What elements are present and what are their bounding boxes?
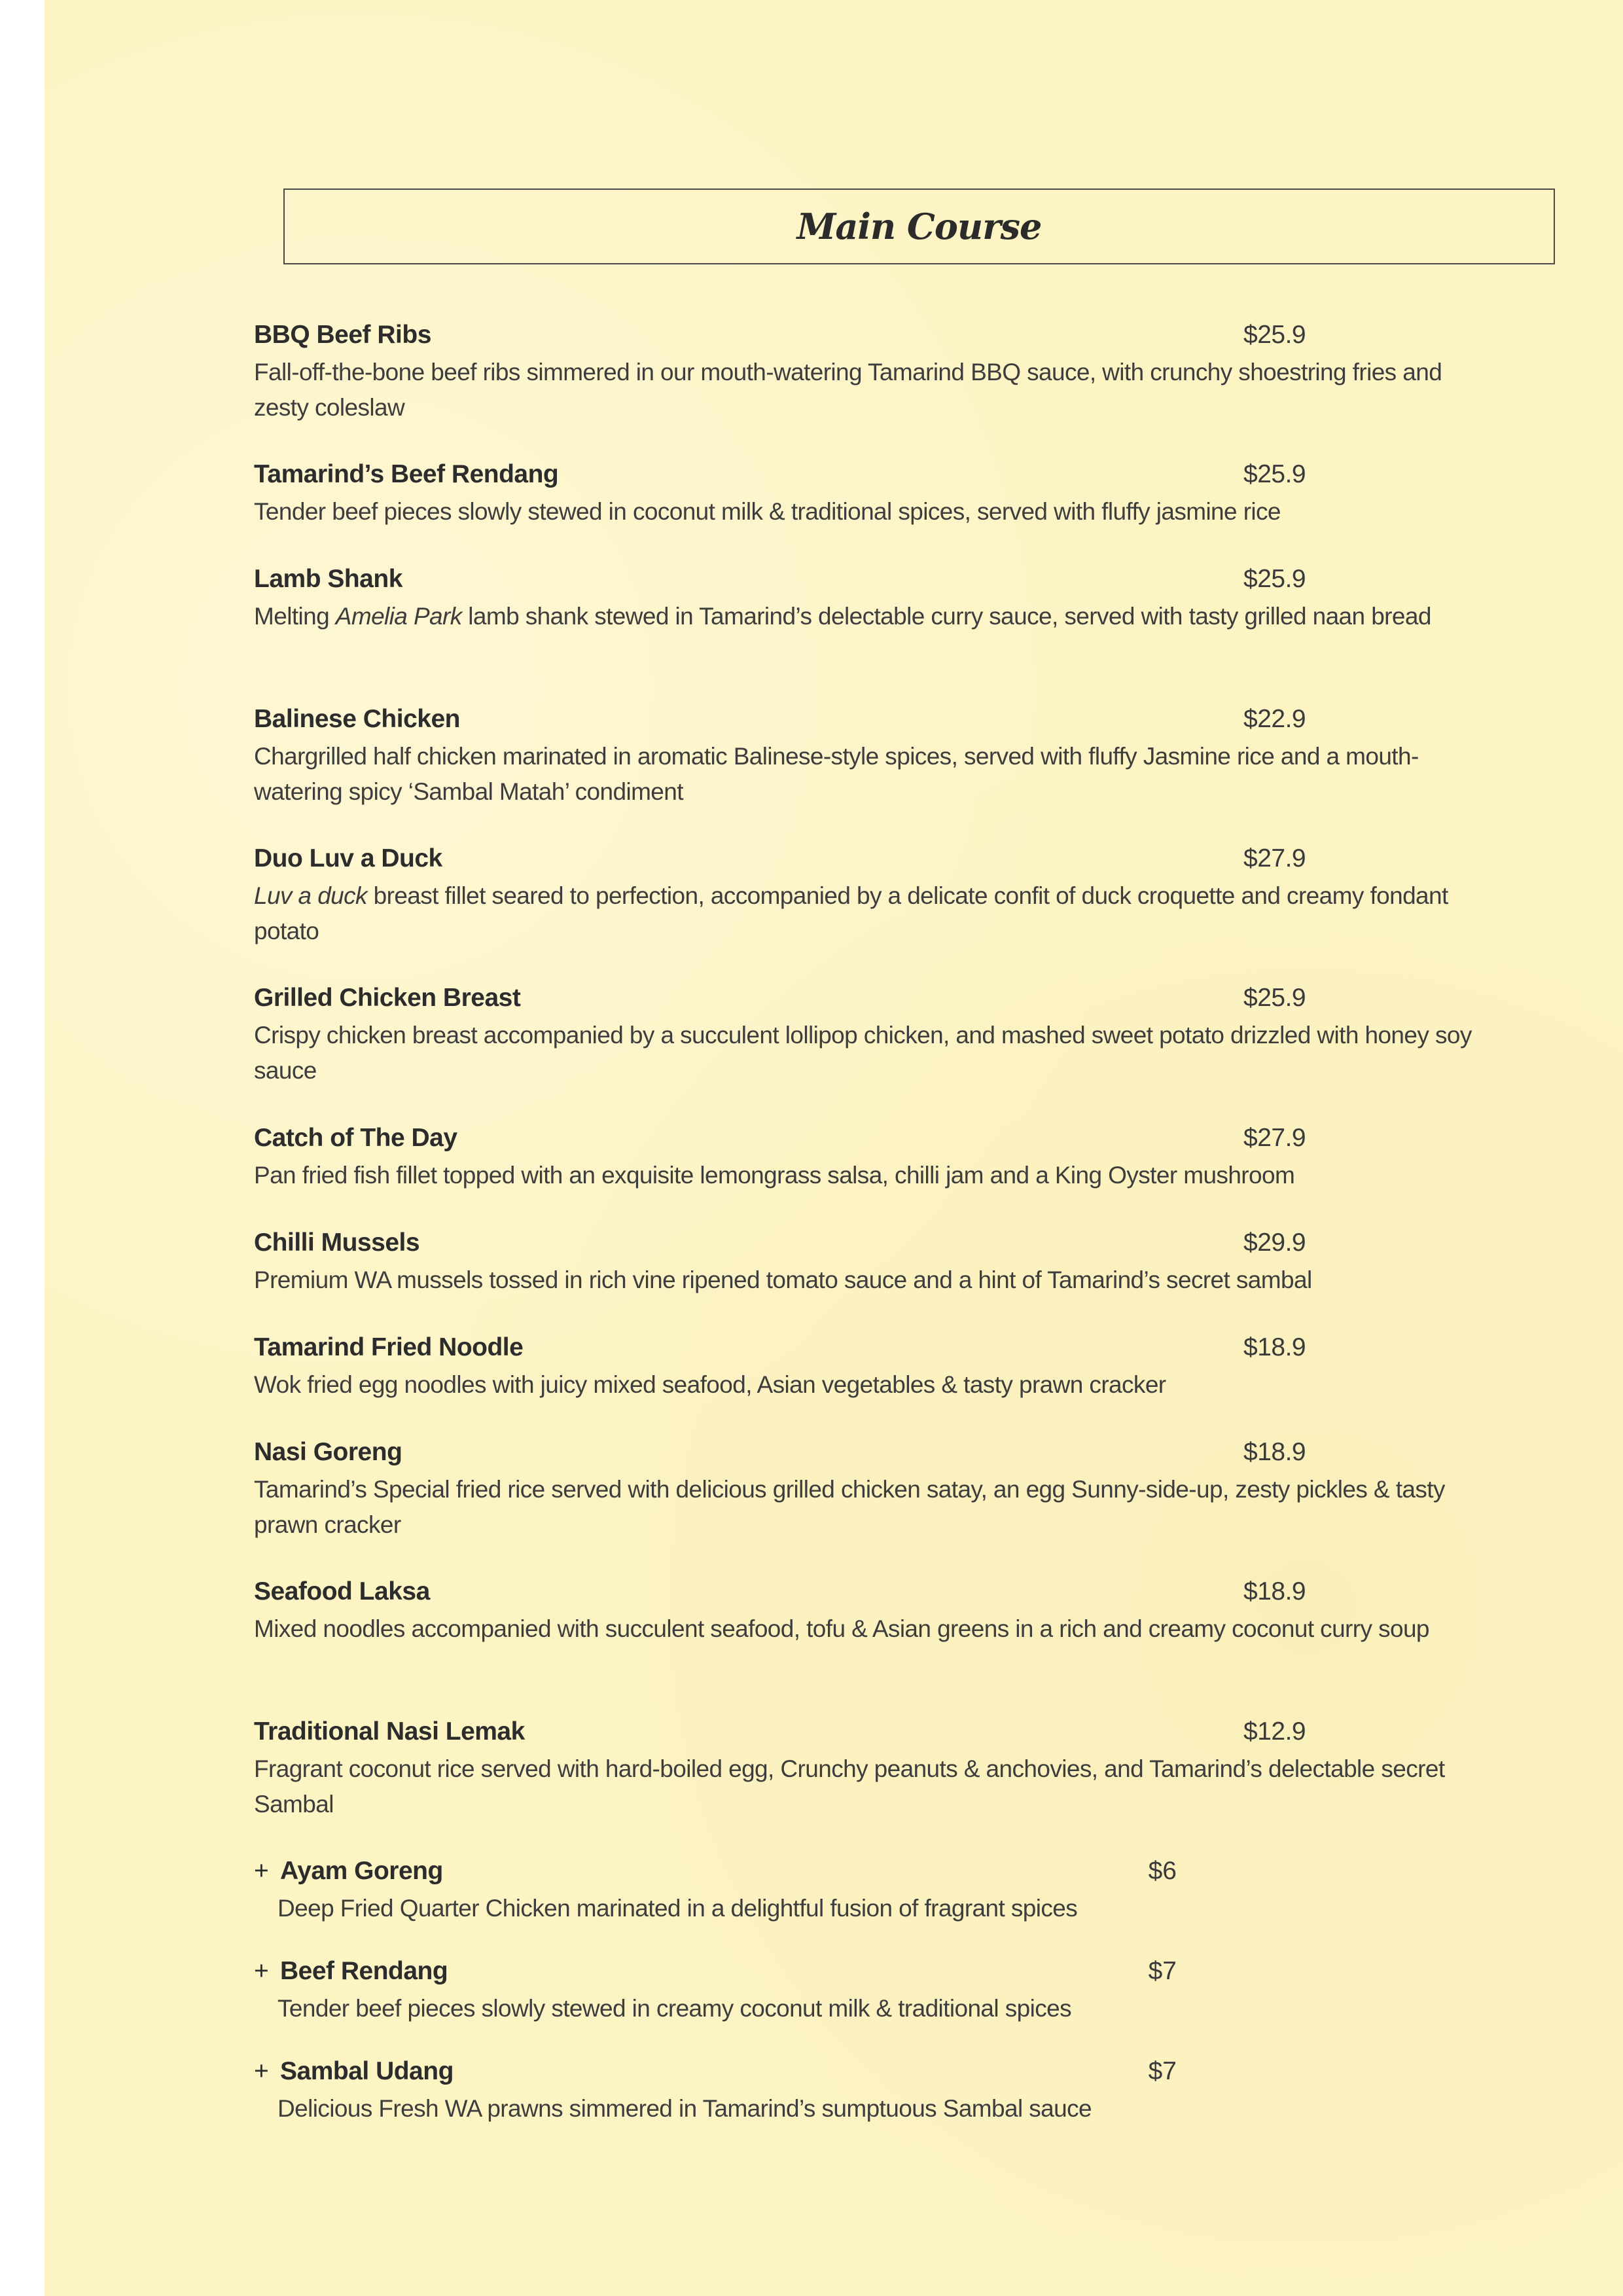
item-name: Seafood Laksa: [254, 1577, 430, 1605]
addon-item: [254, 2057, 1183, 2126]
item-description: Melting Amelia Park lamb shank stewed in Tamarind’s delectable curry sauce, served with tasty grilled naan bread: [254, 603, 1431, 630]
item-name: Catch of The Day: [254, 1124, 457, 1152]
addon-price: $7: [1148, 1957, 1177, 1985]
item-name: Duo Luv a Duck: [254, 844, 442, 872]
item-description: Premium WA mussels tossed in rich vine ripened tomato sauce and a hint of Tamarind’s secret sambal: [254, 1266, 1312, 1293]
menu-item: [254, 705, 1484, 810]
item-name: Tamarind Fried Noodle: [254, 1333, 524, 1361]
item-price: $22.9: [1243, 705, 1306, 733]
item-description: Mixed noodles accompanied with succulent seafood, tofu & Asian greens in a rich and creamy coconut curry soup: [254, 1615, 1429, 1642]
item-name: Nasi Goreng: [254, 1438, 402, 1466]
item-name: Grilled Chicken Breast: [254, 984, 521, 1012]
item-description: Crispy chicken breast accompanied by a succulent lollipop chicken, and mashed sweet potato drizzled with honey soy sauce: [254, 1022, 1472, 1084]
title-box: [283, 188, 1555, 264]
item-description: Chargrilled half chicken marinated in aromatic Balinese-style spices, served with fluffy Jasmine rice and a mouth-watering spicy ‘Sambal Matah’ condiment: [254, 743, 1419, 805]
item-price: $29.9: [1243, 1229, 1306, 1257]
item-price: $25.9: [1243, 460, 1306, 488]
item-description: Tender beef pieces slowly stewed in coconut milk & traditional spices, served with fluffy jasmine rice: [254, 498, 1281, 525]
menu-item: [254, 1229, 1484, 1298]
menu-item: [254, 1577, 1484, 1647]
menu-item: [254, 321, 1484, 425]
addon-price: $6: [1148, 1857, 1177, 1885]
item-description: Wok fried egg noodles with juicy mixed seafood, Asian vegetables & tasty prawn cracker: [254, 1371, 1166, 1398]
item-description: Fragrant coconut rice served with hard-boiled egg, Crunchy peanuts & anchovies, and Tamarind’s delectable secret Sambal: [254, 1755, 1445, 1818]
page-title: Main Course: [796, 206, 1042, 247]
addon-name: Beef Rendang: [280, 1957, 448, 1985]
item-price: $18.9: [1243, 1577, 1306, 1605]
plus-icon: +: [254, 1957, 269, 1985]
item-description: Fall-off-the-bone beef ribs simmered in our mouth-watering Tamarind BBQ sauce, with crunchy shoestring fries and zesty coleslaw: [254, 359, 1442, 421]
item-name: Chilli Mussels: [254, 1229, 420, 1257]
menu-item: [254, 984, 1484, 1088]
addon-item: [254, 1957, 1183, 2026]
item-price: $25.9: [1243, 321, 1306, 349]
menu-item: [254, 844, 1484, 949]
addon-price: $7: [1148, 2057, 1177, 2085]
plus-icon: +: [254, 1857, 269, 1885]
addon-description: Tender beef pieces slowly stewed in creamy coconut milk & traditional spices: [277, 1995, 1071, 2022]
menu-item: [254, 460, 1484, 529]
menu-item: [254, 1717, 1484, 1822]
item-price: $25.9: [1243, 565, 1306, 593]
item-description: Pan fried fish fillet topped with an exquisite lemongrass salsa, chilli jam and a King Oyster mushroom: [254, 1162, 1295, 1189]
item-name: Tamarind’s Beef Rendang: [254, 460, 559, 488]
addon-description: Delicious Fresh WA prawns simmered in Tamarind’s sumptuous Sambal sauce: [277, 2095, 1092, 2122]
item-price: $12.9: [1243, 1717, 1306, 1746]
menu-item: [254, 1333, 1484, 1403]
item-name: Lamb Shank: [254, 565, 402, 593]
item-description: Tamarind’s Special fried rice served with delicious grilled chicken satay, an egg Sunny-side-up, zesty pickles & tasty prawn cracker: [254, 1476, 1445, 1538]
item-price: $27.9: [1243, 844, 1306, 872]
menu-item: [254, 1124, 1484, 1193]
menu-item: [254, 565, 1484, 634]
addon-description: Deep Fried Quarter Chicken marinated in a delightful fusion of fragrant spices: [277, 1895, 1078, 1922]
addon-name: Sambal Udang: [280, 2057, 454, 2085]
item-price: $25.9: [1243, 984, 1306, 1012]
item-price: $27.9: [1243, 1124, 1306, 1152]
menu-item: [254, 1438, 1484, 1543]
item-price: $18.9: [1243, 1438, 1306, 1466]
plus-icon: +: [254, 2057, 269, 2085]
item-name: Balinese Chicken: [254, 705, 460, 733]
item-description: Luv a duck breast fillet seared to perfection, accompanied by a delicate confit of duck croquette and creamy fondant potato: [254, 882, 1448, 944]
addon-item: [254, 1857, 1183, 1926]
item-name: BBQ Beef Ribs: [254, 321, 431, 349]
item-price: $18.9: [1243, 1333, 1306, 1361]
item-name: Traditional Nasi Lemak: [254, 1717, 525, 1746]
addon-name: Ayam Goreng: [280, 1857, 443, 1885]
